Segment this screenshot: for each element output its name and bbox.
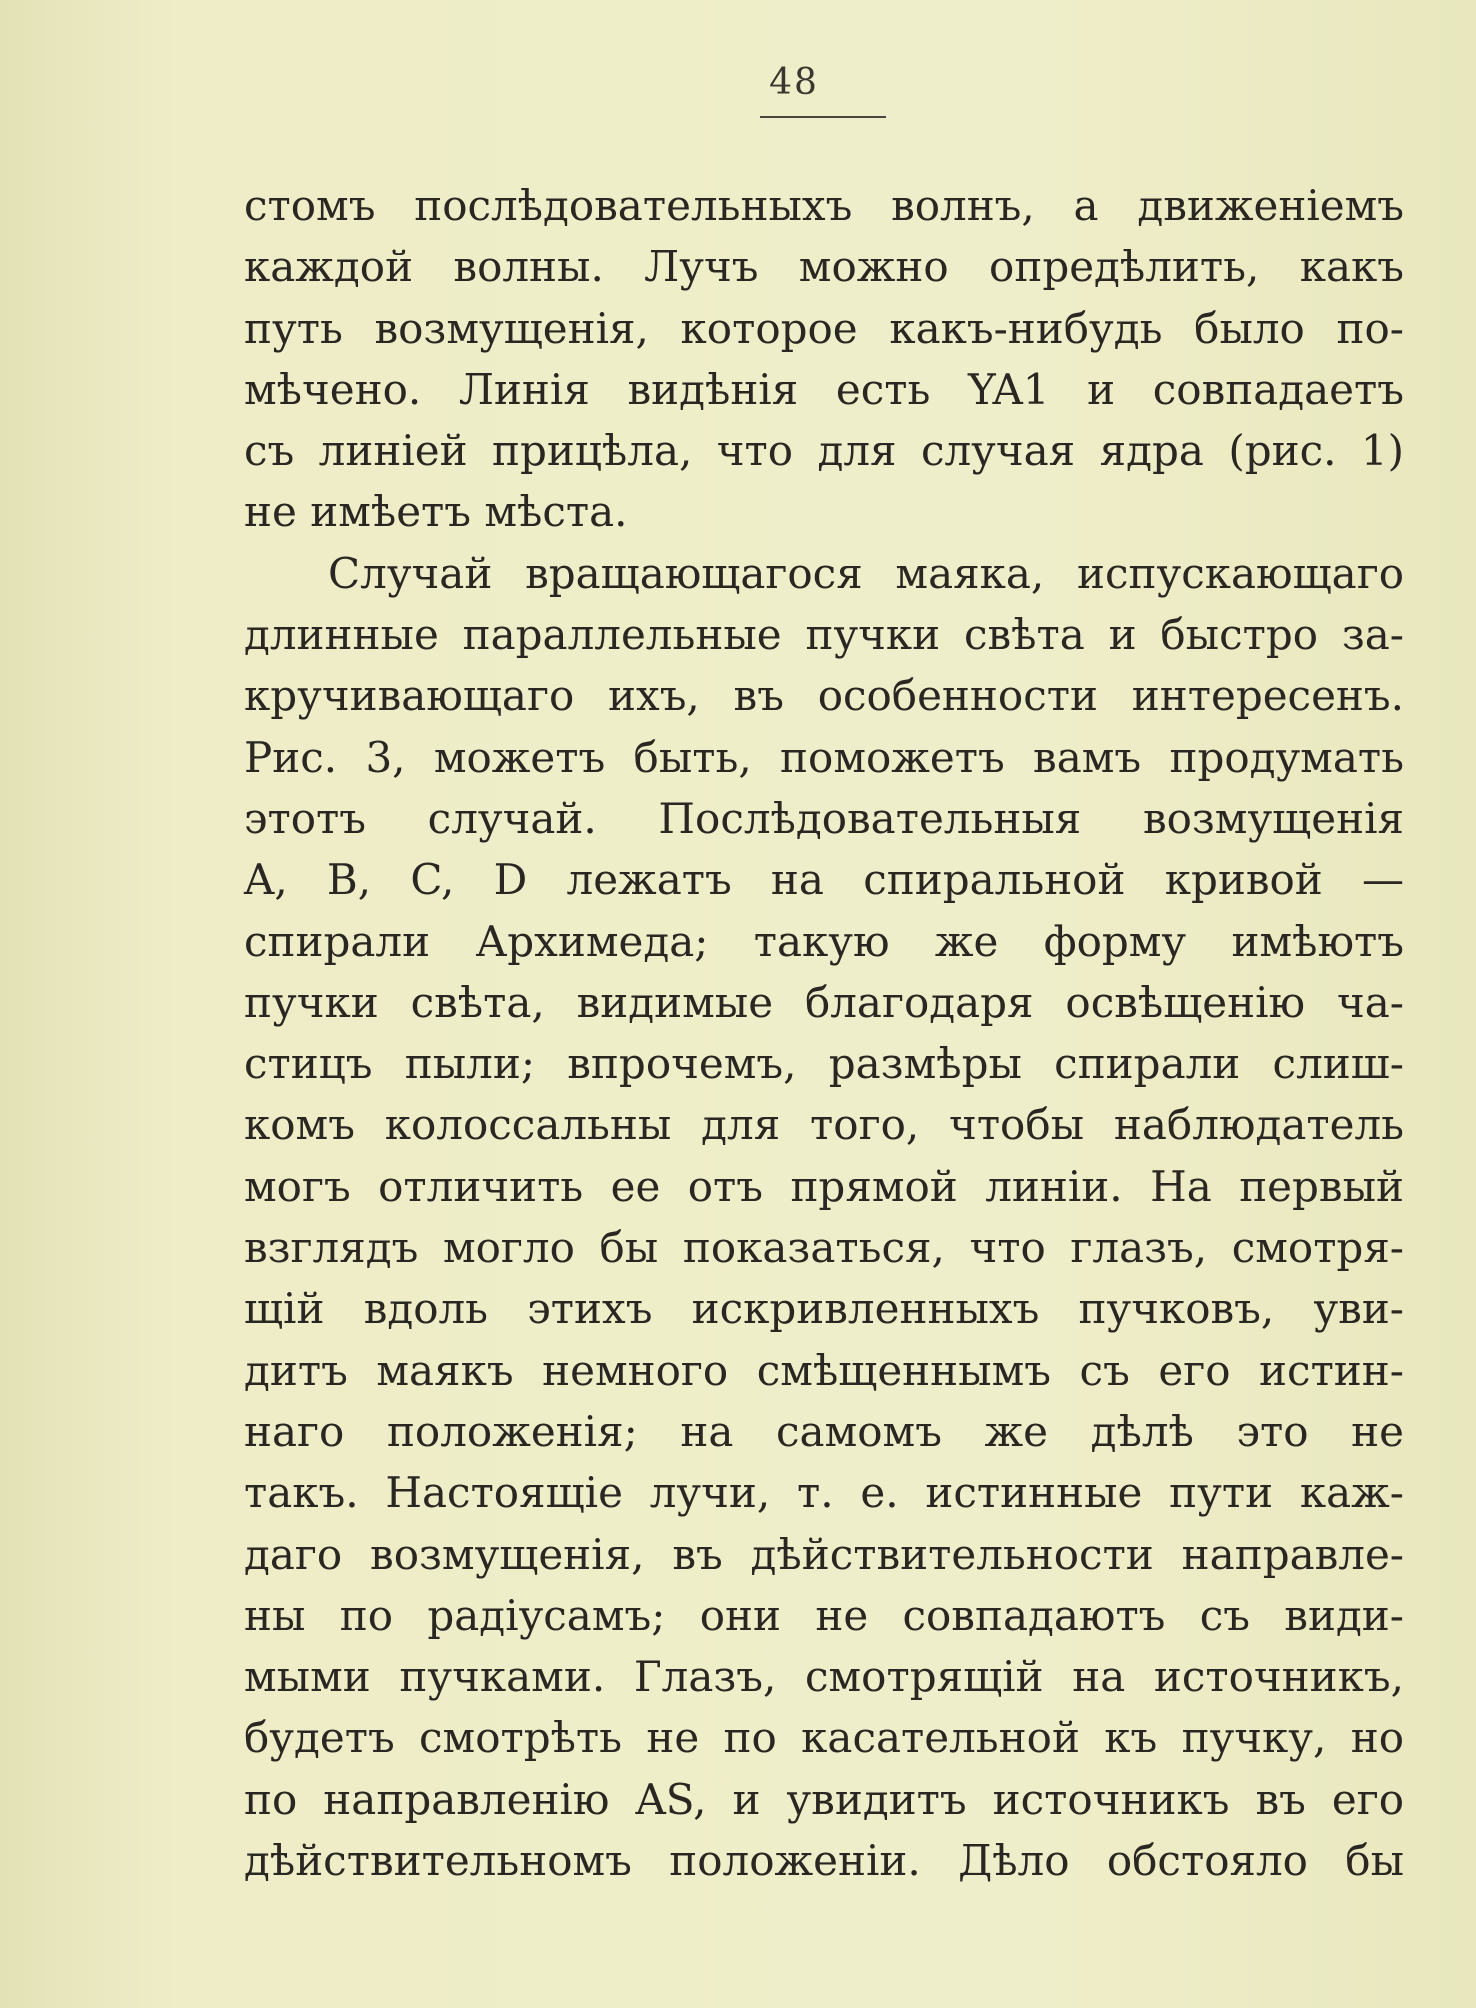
text-line: мыми пучками. Глазъ, смотрящій на источникъ,	[244, 1652, 1404, 1702]
text-line: щій вдоль этихъ искривленныхъ пучковъ, уви-	[244, 1284, 1404, 1334]
text-line: съ линіей прицѣла, что для случая ядра (рис. 1)	[244, 426, 1404, 476]
text-line: даго возмущенія, въ дѣйствительности направле-	[244, 1529, 1404, 1579]
text-line: A, B, C, D лежатъ на спиральной кривой —	[244, 855, 1404, 905]
text-line: кручивающаго ихъ, въ особенности интересенъ.	[244, 671, 1404, 721]
text-line: комъ колоссальны для того, чтобы наблюдатель	[244, 1100, 1404, 1150]
page-number: 48	[769, 62, 819, 103]
text-line: дѣйствительномъ положеніи. Дѣло обстояло бы	[244, 1836, 1404, 1886]
text-line: путь возмущенія, которое какъ-нибудь было по-	[244, 303, 1404, 353]
text-line: могъ отличить ее отъ прямой линіи. На первый	[244, 1161, 1404, 1211]
text-line: будетъ смотрѣть не по касательной къ пучку, но	[244, 1713, 1404, 1763]
text-line: каждой волны. Лучъ можно опредѣлить, какъ	[244, 242, 1404, 292]
text-line: ны по радіусамъ; они не совпадаютъ съ види-	[244, 1590, 1404, 1640]
text-line: пучки свѣта, видимые благодаря освѣщенію ча-	[244, 977, 1404, 1027]
text-line: такъ. Настоящіе лучи, т. е. истинные пути каж-	[244, 1468, 1404, 1518]
text-line: Рис. 3, можетъ быть, поможетъ вамъ продумать	[244, 732, 1404, 782]
body-text	[244, 175, 1404, 1891]
text-line: взглядъ могло бы показаться, что глазъ, смотря-	[244, 1223, 1404, 1273]
text-line: стомъ послѣдовательныхъ волнъ, а движеніемъ	[244, 181, 1404, 230]
text-line: мѣчено. Линія видѣнія есть YA1 и совпадаетъ	[244, 364, 1404, 414]
text-line: спирали Архимеда; такую же форму имѣютъ	[244, 916, 1404, 966]
page-number-rule	[760, 116, 886, 118]
text-line: Случай вращающагося маяка, испускающаго	[328, 548, 1404, 598]
text-line: по направленію AS, и увидитъ источникъ въ его	[244, 1774, 1404, 1824]
text-line: не имѣетъ мѣста.	[244, 487, 628, 537]
text-line: наго положенія; на самомъ же дѣлѣ это не	[244, 1406, 1404, 1456]
text-line: этотъ случай. Послѣдовательныя возмущенія	[244, 793, 1404, 843]
text-line: длинные параллельные пучки свѣта и быстро за-	[244, 610, 1404, 660]
text-line: дитъ маякъ немного смѣщеннымъ съ его истин-	[244, 1345, 1404, 1395]
text-line: стицъ пыли; впрочемъ, размѣры спирали слиш-	[244, 1039, 1404, 1089]
